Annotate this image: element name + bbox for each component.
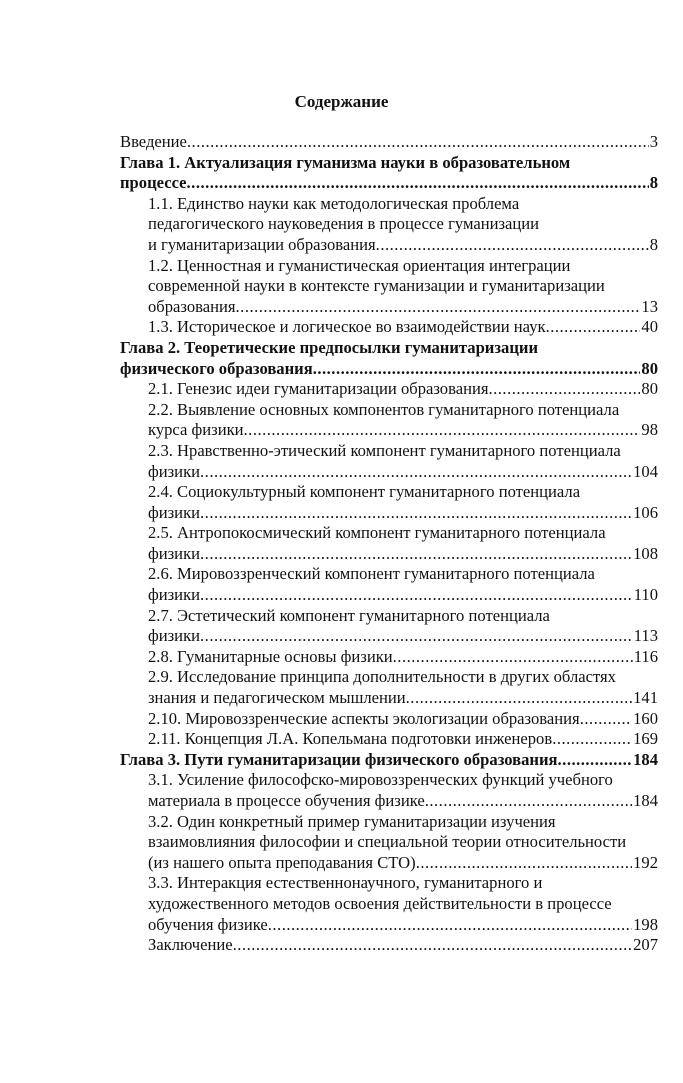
toc-entry-line bbox=[120, 791, 658, 812]
toc-page-number: 106 bbox=[633, 502, 658, 522]
toc-page-number: 141 bbox=[633, 688, 658, 708]
toc-entry-line bbox=[120, 894, 658, 915]
toc-entry-title: 2.8. Гуманитарные основы физики bbox=[148, 646, 393, 666]
toc-entry-title: 3.1. Усиление философско-мировоззренческих функций учебного bbox=[148, 770, 613, 790]
toc-entry-title: 2.11. Концепция Л.А. Копельмана подготовки инженеров bbox=[148, 729, 553, 749]
toc-page-number: 184 bbox=[633, 749, 658, 769]
toc-entry-line bbox=[120, 462, 658, 483]
toc-entry-line bbox=[120, 523, 658, 544]
toc-entry-title: Введение bbox=[120, 132, 187, 151]
toc-entry-title: 1.2. Ценностная и гуманистическая ориентация интеграции bbox=[148, 255, 571, 275]
toc-entry-line bbox=[120, 194, 658, 215]
toc-entry-line bbox=[120, 832, 658, 853]
toc-entry-line bbox=[120, 420, 658, 441]
toc-entry-title: 2.4. Социокультурный компонент гуманитарного потенциала bbox=[148, 482, 581, 502]
toc-entry-line bbox=[120, 544, 658, 565]
toc-page-number: 80 bbox=[641, 358, 658, 378]
toc-entry[interactable] bbox=[120, 441, 658, 482]
page-title: Содержание bbox=[294, 92, 389, 111]
toc-entry-title: физики bbox=[148, 502, 201, 522]
toc-page-number: 169 bbox=[633, 729, 658, 749]
toc-page-number: 80 bbox=[641, 379, 658, 399]
toc-entry-title: 2.5. Антропокосмический компонент гуманитарного потенциала bbox=[148, 523, 606, 543]
toc-entry[interactable] bbox=[120, 729, 658, 750]
toc-entry[interactable] bbox=[120, 770, 658, 811]
dot-leader bbox=[200, 585, 633, 606]
toc-entry-line bbox=[120, 873, 658, 894]
toc-entry-line bbox=[120, 379, 658, 400]
dot-leader bbox=[393, 647, 633, 668]
toc-entry-title: 2.7. Эстетический компонент гуманитарного потенциала bbox=[148, 605, 550, 625]
dot-leader bbox=[200, 544, 632, 565]
toc-entry-line bbox=[120, 585, 658, 606]
toc-entry[interactable] bbox=[120, 317, 658, 338]
toc-entry-line bbox=[120, 338, 658, 359]
toc-entry-line bbox=[120, 132, 658, 153]
toc-entry-line bbox=[120, 317, 658, 338]
toc-entry-line bbox=[120, 709, 658, 730]
toc-entry[interactable] bbox=[120, 564, 658, 605]
toc-entry-title: 2.10. Мировоззренческие аспекты экологизации образования bbox=[148, 708, 580, 728]
toc-entry[interactable] bbox=[120, 709, 658, 730]
toc-entry-line bbox=[120, 503, 658, 524]
toc-entry-title: современной науки в контексте гуманизации и гуманитаризации bbox=[148, 276, 605, 296]
dot-leader bbox=[558, 750, 633, 771]
toc-page-number: 13 bbox=[641, 296, 658, 316]
toc-entry-line bbox=[120, 688, 658, 709]
toc-entry-title: 2.6. Мировоззренческий компонент гуманитарного потенциала bbox=[148, 564, 595, 584]
toc-entry-title: обучения физике bbox=[148, 914, 268, 934]
dot-leader bbox=[187, 173, 649, 194]
dot-leader bbox=[200, 462, 632, 483]
toc-entry-line bbox=[120, 626, 658, 647]
toc-entry-line bbox=[120, 482, 658, 503]
toc-entry[interactable] bbox=[120, 935, 658, 956]
toc-page-number: 207 bbox=[633, 935, 658, 955]
toc-entry-line bbox=[120, 214, 658, 235]
toc-page-number: 192 bbox=[633, 852, 658, 872]
dot-leader bbox=[187, 132, 649, 153]
toc-page-number: 160 bbox=[633, 708, 658, 728]
toc-entry-line bbox=[120, 235, 658, 256]
toc-page-number: 40 bbox=[641, 317, 658, 337]
toc-page-number: 110 bbox=[633, 585, 658, 605]
toc-entry-line bbox=[120, 276, 658, 297]
dot-leader bbox=[488, 379, 640, 400]
dot-leader bbox=[268, 915, 632, 936]
toc-entry-title: Глава 2. Теоретические предпосылки гуманитаризации bbox=[120, 337, 539, 357]
dot-leader bbox=[236, 297, 641, 318]
toc-entry-title: 2.1. Генезис идеи гуманитаризации образования bbox=[148, 379, 489, 399]
toc-entry-title: педагогического науковедения в процессе гуманизации bbox=[148, 214, 540, 234]
toc-entry-line bbox=[120, 647, 658, 668]
toc-entry-title: Заключение bbox=[148, 935, 233, 955]
toc-entry-line bbox=[120, 915, 658, 936]
dot-leader bbox=[552, 729, 632, 750]
toc-entry[interactable] bbox=[120, 400, 658, 441]
toc-page-number: 98 bbox=[641, 420, 658, 440]
toc-entry-line bbox=[120, 256, 658, 277]
dot-leader bbox=[200, 503, 632, 524]
toc-entry-line bbox=[120, 770, 658, 791]
toc-entry-line bbox=[120, 359, 658, 380]
toc-page-number: 198 bbox=[633, 914, 658, 934]
toc-entry[interactable] bbox=[120, 873, 658, 935]
toc-entry-title: 3.2. Один конкретный пример гуманитаризации изучения bbox=[148, 811, 556, 831]
table-of-contents bbox=[120, 132, 658, 956]
toc-entry-line bbox=[120, 173, 658, 194]
dot-leader bbox=[546, 317, 641, 338]
toc-entry-title: физики bbox=[148, 626, 201, 646]
dot-leader bbox=[313, 359, 641, 380]
toc-entry-title: физического образования bbox=[120, 358, 313, 378]
toc-entry-line bbox=[120, 853, 658, 874]
toc-entry-line bbox=[120, 750, 658, 771]
toc-entry-line bbox=[120, 153, 658, 174]
toc-entry[interactable] bbox=[120, 523, 658, 564]
toc-entry-title: курса физики bbox=[148, 420, 244, 440]
toc-entry-line bbox=[120, 729, 658, 750]
toc-entry-title: 3.3. Интеракция естественнонаучного, гуманитарного и bbox=[148, 873, 543, 893]
toc-page-number: 104 bbox=[633, 461, 658, 481]
toc-entry[interactable] bbox=[120, 482, 658, 523]
dot-leader bbox=[425, 791, 632, 812]
toc-entry-title: 1.3. Историческое и логическое во взаимодействии наук bbox=[148, 317, 546, 337]
toc-entry-title: 2.3. Нравственно-этический компонент гуманитарного потенциала bbox=[148, 440, 621, 460]
dot-leader bbox=[580, 709, 632, 730]
toc-entry-line bbox=[120, 297, 658, 318]
toc-entry-title: Глава 1. Актуализация гуманизма науки в образовательном bbox=[120, 152, 571, 172]
toc-entry[interactable] bbox=[120, 256, 658, 318]
toc-entry-title: образования bbox=[148, 296, 236, 316]
toc-entry-title: 1.1. Единство науки как методологическая проблема bbox=[148, 193, 520, 213]
dot-leader bbox=[244, 420, 641, 441]
dot-leader bbox=[376, 235, 649, 256]
toc-entry-title: материала в процессе обучения физике bbox=[148, 791, 425, 810]
toc-entry-title: 2.2. Выявление основных компонентов гуманитарного потенциала bbox=[148, 399, 620, 419]
toc-entry-line bbox=[120, 935, 658, 956]
toc-entry[interactable] bbox=[120, 647, 658, 668]
toc-page-number: 8 bbox=[649, 173, 658, 193]
toc-entry-title: знания и педагогическом мышлении bbox=[148, 688, 406, 708]
toc-entry-title: 2.9. Исследование принципа дополнительности в других областях bbox=[148, 667, 616, 687]
toc-page-number: 116 bbox=[633, 646, 658, 666]
dot-leader bbox=[406, 688, 632, 709]
dot-leader bbox=[200, 626, 633, 647]
toc-entry[interactable] bbox=[120, 379, 658, 400]
dot-leader bbox=[416, 853, 632, 874]
toc-entry[interactable] bbox=[120, 667, 658, 708]
toc-entry-line bbox=[120, 606, 658, 627]
toc-entry-title: взаимовлияния философии и специальной теории относительности bbox=[148, 832, 627, 852]
toc-entry-title: художественного методов освоения действительности в процессе bbox=[148, 893, 612, 913]
toc-page-number: 113 bbox=[633, 626, 658, 646]
toc-entry[interactable] bbox=[120, 606, 658, 647]
toc-entry-title: процессе bbox=[120, 173, 187, 193]
toc-page-number: 8 bbox=[649, 234, 658, 254]
toc-entry-line bbox=[120, 564, 658, 585]
toc-chapter-entry[interactable] bbox=[120, 338, 658, 379]
toc-entry-line bbox=[120, 667, 658, 688]
dot-leader bbox=[233, 935, 632, 956]
toc-entry-title: физики bbox=[148, 461, 201, 481]
toc-entry[interactable] bbox=[120, 194, 658, 256]
toc-chapter-entry[interactable] bbox=[120, 153, 658, 194]
toc-entry-line bbox=[120, 441, 658, 462]
toc-entry[interactable] bbox=[120, 812, 658, 874]
toc-entry-line bbox=[120, 400, 658, 421]
toc-entry-title: Глава 3. Пути гуманитаризации физического образования bbox=[120, 749, 558, 769]
toc-entry[interactable] bbox=[120, 132, 658, 153]
toc-page-number: 108 bbox=[633, 543, 658, 563]
toc-chapter-entry[interactable] bbox=[120, 750, 658, 771]
toc-page-number: 3 bbox=[649, 132, 658, 151]
toc-entry-title: (из нашего опыта преподавания СТО) bbox=[148, 852, 416, 872]
toc-entry-title: и гуманитаризации образования bbox=[148, 234, 376, 254]
toc-entry-title: физики bbox=[148, 585, 201, 605]
toc-entry-title: физики bbox=[148, 543, 201, 563]
toc-page-number: 184 bbox=[633, 791, 658, 810]
toc-entry-line bbox=[120, 812, 658, 833]
